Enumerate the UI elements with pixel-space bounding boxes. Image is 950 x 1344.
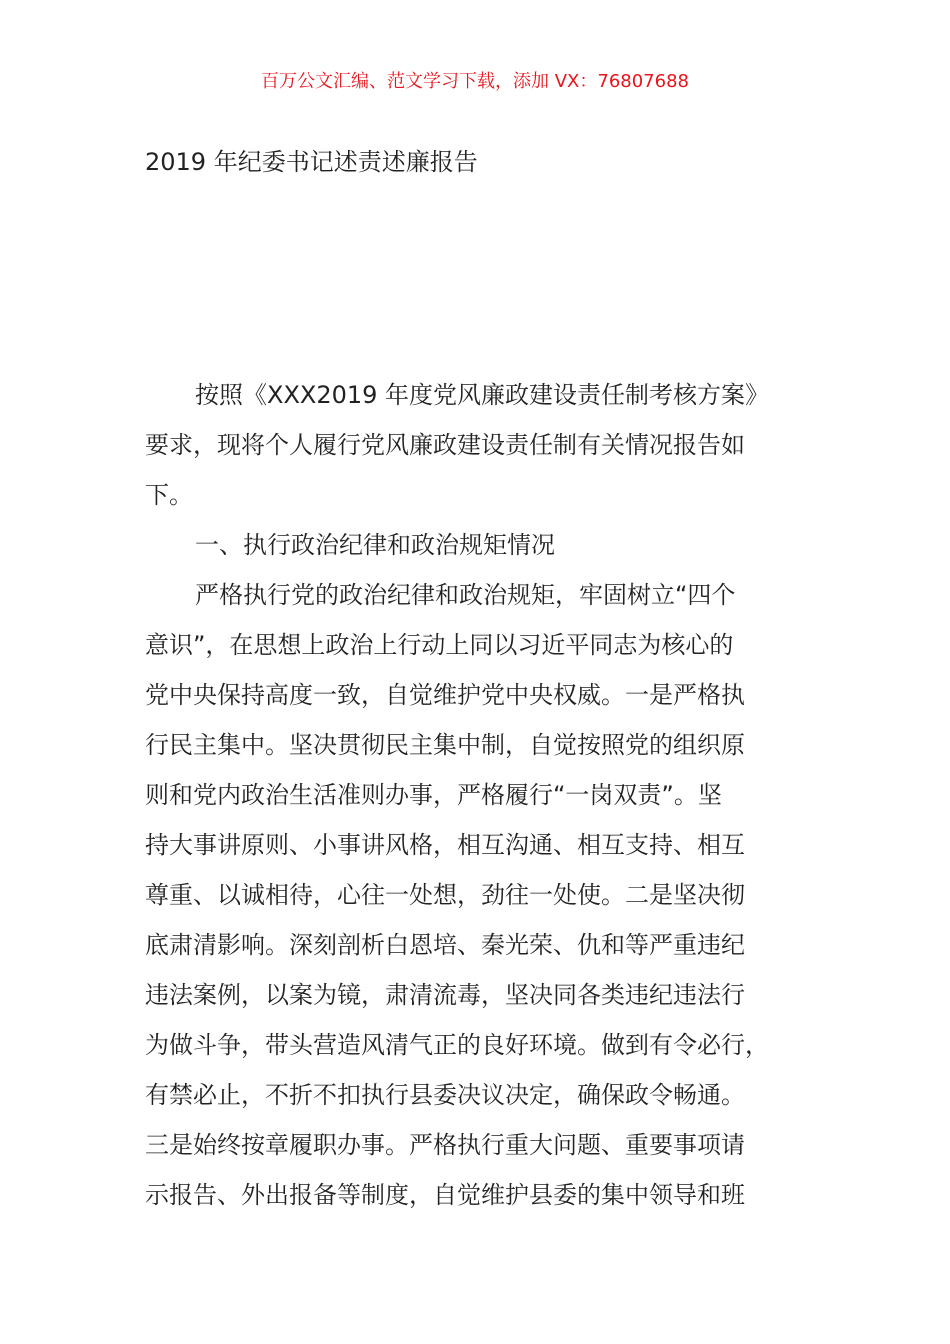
document-title: 2019 年纪委书记述责述廉报告 (145, 148, 478, 176)
paragraph-line: 按照《XXX2019 年度党风廉政建设责任制考核方案》 (195, 381, 770, 409)
paragraph-line: 严格执行党的政治纪律和政治规矩，牢固树立“四个 (195, 581, 736, 609)
paragraph-line: 则和党内政治生活准则办事，严格履行“一岗双责”。坚 (145, 781, 722, 809)
section-heading: 一、执行政治纪律和政治规矩情况 (195, 531, 555, 559)
paragraph-line: 下。 (145, 481, 193, 509)
watermark-banner: 百万公文汇编、范文学习下载，添加 VX：76807688 (261, 71, 689, 92)
paragraph-line: 意识”，在思想上政治上行动上同以习近平同志为核心的 (145, 631, 734, 659)
paragraph-line: 示报告、外出报备等制度，自觉维护县委的集中领导和班 (145, 1181, 745, 1209)
paragraph-line: 三是始终按章履职办事。严格执行重大问题、重要事项请 (145, 1131, 745, 1159)
paragraph-line: 行民主集中。坚决贯彻民主集中制，自觉按照党的组织原 (145, 731, 745, 759)
paragraph-line: 党中央保持高度一致，自觉维护党中央权威。一是严格执 (145, 681, 745, 709)
paragraph-line: 违法案例，以案为镜，肃清流毒，坚决同各类违纪违法行 (145, 981, 745, 1009)
paragraph-line: 要求，现将个人履行党风廉政建设责任制有关情况报告如 (145, 431, 745, 459)
paragraph-line: 有禁必止，不折不扣执行县委决议决定，确保政令畅通。 (145, 1081, 745, 1109)
paragraph-line: 持大事讲原则、小事讲风格，相互沟通、相互支持、相互 (145, 831, 745, 859)
document-body (145, 370, 825, 1220)
paragraph-line: 底肃清影响。深刻剖析白恩培、秦光荣、仇和等严重违纪 (145, 931, 745, 959)
paragraph-line: 为做斗争，带头营造风清气正的良好环境。做到有令必行， (145, 1031, 769, 1059)
paragraph-line: 尊重、以诚相待，心往一处想，劲往一处使。二是坚决彻 (145, 881, 745, 909)
